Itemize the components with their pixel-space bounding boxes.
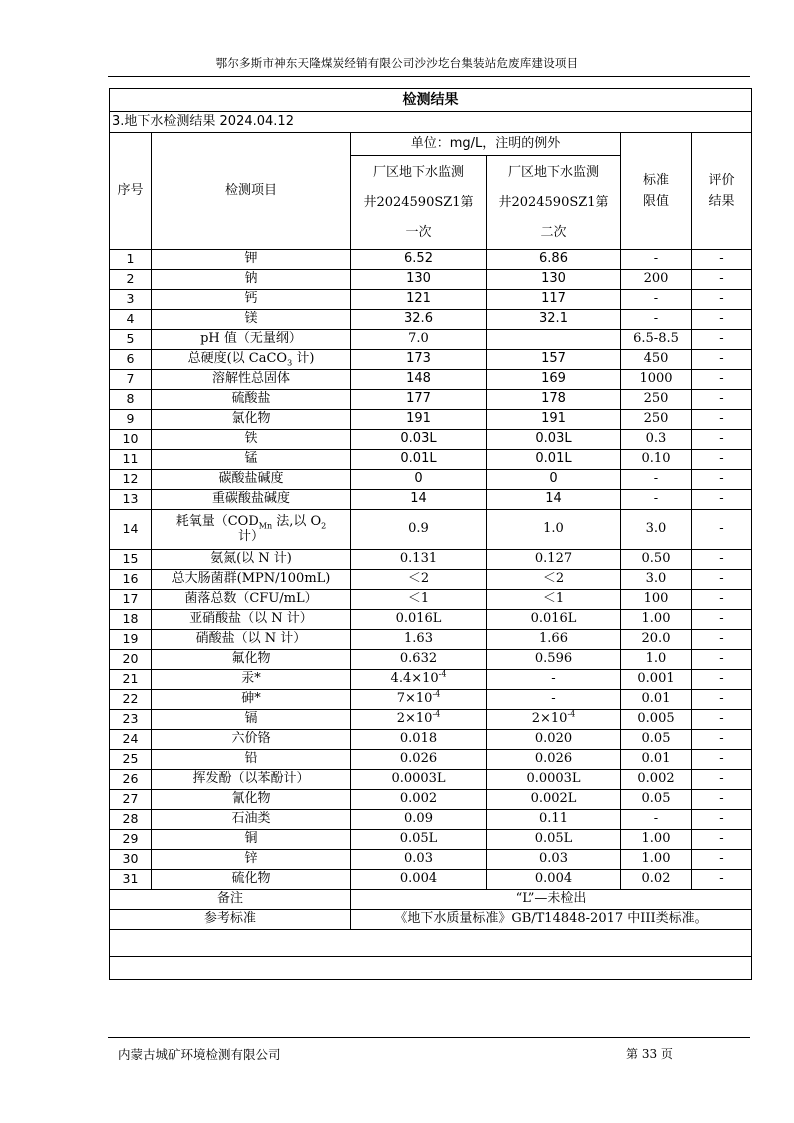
- row-value-sample-1: $7\times 10^{-4}$: [351, 690, 487, 710]
- row-evaluation: -: [692, 770, 752, 790]
- table-row: [110, 410, 752, 430]
- row-value-sample-1: 0.002: [351, 790, 487, 810]
- row-evaluation: -: [692, 650, 752, 670]
- table-row: [110, 810, 752, 830]
- row-item: 硫化物: [152, 870, 351, 890]
- row-standard-limit: 0.005: [621, 710, 692, 730]
- row-value-sample-2: 0.01L: [487, 450, 621, 470]
- row-value-sample-2: 0.03L: [487, 430, 621, 450]
- row-evaluation: -: [692, 410, 752, 430]
- row-evaluation: -: [692, 270, 752, 290]
- row-value-sample-1: 173: [351, 350, 487, 370]
- empty-cell: [110, 957, 752, 980]
- remark-row: [110, 890, 752, 910]
- empty-row: [110, 957, 752, 980]
- row-value-sample-1: 177: [351, 390, 487, 410]
- row-value-sample-2: 14: [487, 490, 621, 510]
- table-row: [110, 310, 752, 330]
- row-evaluation: -: [692, 870, 752, 890]
- row-index: 10: [110, 430, 152, 450]
- row-standard-limit: 0.3: [621, 430, 692, 450]
- table-row: [110, 850, 752, 870]
- row-evaluation: -: [692, 630, 752, 650]
- row-index: 17: [110, 590, 152, 610]
- row-item: 总大肠菌群(MPN/100mL): [152, 570, 351, 590]
- table-row: [110, 290, 752, 310]
- row-value-sample-2: 0.0003L: [487, 770, 621, 790]
- row-standard-limit: 3.0: [621, 510, 692, 550]
- row-value-sample-1: $4.4\times 10^{-4}$: [351, 670, 487, 690]
- remark-label: 备注: [110, 890, 351, 910]
- row-evaluation: -: [692, 790, 752, 810]
- row-standard-limit: -: [621, 250, 692, 270]
- row-item: 镉: [152, 710, 351, 730]
- table-row: [110, 690, 752, 710]
- col-header-evaluation: 评价 结果: [692, 133, 752, 250]
- row-value-sample-1: 0: [351, 470, 487, 490]
- row-index: 2: [110, 270, 152, 290]
- row-value-sample-1: 0.01L: [351, 450, 487, 470]
- col-header-item: 检测项目: [152, 133, 351, 250]
- row-item: 石油类: [152, 810, 351, 830]
- row-value-sample-2: 0: [487, 470, 621, 490]
- table-row: [110, 510, 752, 550]
- row-standard-limit: 200: [621, 270, 692, 290]
- row-evaluation: -: [692, 690, 752, 710]
- row-standard-limit: 0.001: [621, 670, 692, 690]
- row-index: 31: [110, 870, 152, 890]
- table-row: [110, 790, 752, 810]
- row-item: 亚硝酸盐（以 N 计）: [152, 610, 351, 630]
- table-row: [110, 570, 752, 590]
- row-item: 氨氮(以 N 计): [152, 550, 351, 570]
- row-item: 钙: [152, 290, 351, 310]
- row-value-sample-2: 0.03: [487, 850, 621, 870]
- row-standard-limit: 250: [621, 390, 692, 410]
- row-standard-limit: 0.10: [621, 450, 692, 470]
- row-index: 11: [110, 450, 152, 470]
- row-evaluation: -: [692, 510, 752, 550]
- row-index: 22: [110, 690, 152, 710]
- row-index: 26: [110, 770, 152, 790]
- row-item: 总硬度(以 CaCO$_3$ 计): [152, 350, 351, 370]
- row-value-sample-1: 0.026: [351, 750, 487, 770]
- row-value-sample-2: 191: [487, 410, 621, 430]
- row-index: 6: [110, 350, 152, 370]
- row-value-sample-2: 0.002L: [487, 790, 621, 810]
- row-value-sample-1: 1.63: [351, 630, 487, 650]
- row-value-sample-2: 0.016L: [487, 610, 621, 630]
- row-index: 16: [110, 570, 152, 590]
- row-value-sample-2: 169: [487, 370, 621, 390]
- row-index: 9: [110, 410, 152, 430]
- row-evaluation: -: [692, 730, 752, 750]
- remark-value: “L”—未检出: [351, 890, 752, 910]
- table-row: [110, 390, 752, 410]
- row-value-sample-2: 157: [487, 350, 621, 370]
- table-row: [110, 470, 752, 490]
- row-value-sample-2: $2\times 10^{-4}$: [487, 710, 621, 730]
- row-value-sample-1: ＜1: [351, 590, 487, 610]
- row-index: 25: [110, 750, 152, 770]
- row-evaluation: -: [692, 610, 752, 630]
- row-index: 27: [110, 790, 152, 810]
- row-index: 4: [110, 310, 152, 330]
- row-value-sample-1: 0.632: [351, 650, 487, 670]
- row-value-sample-1: 6.52: [351, 250, 487, 270]
- row-item: 挥发酚（以苯酚计）: [152, 770, 351, 790]
- row-standard-limit: 0.01: [621, 750, 692, 770]
- row-standard-limit: 0.05: [621, 790, 692, 810]
- reference-label: 参考标准: [110, 910, 351, 930]
- row-value-sample-2: 117: [487, 290, 621, 310]
- row-evaluation: -: [692, 670, 752, 690]
- row-value-sample-2: 0.11: [487, 810, 621, 830]
- col-header-sample-1: 厂区地下水监测 井2024590SZ1第 一次: [351, 156, 487, 250]
- row-evaluation: -: [692, 710, 752, 730]
- row-index: 15: [110, 550, 152, 570]
- row-value-sample-1: 0.9: [351, 510, 487, 550]
- row-index: 5: [110, 330, 152, 350]
- row-item: 菌落总数（CFU/mL）: [152, 590, 351, 610]
- row-item: 溶解性总固体: [152, 370, 351, 390]
- row-index: 14: [110, 510, 152, 550]
- row-evaluation: -: [692, 470, 752, 490]
- row-evaluation: -: [692, 350, 752, 370]
- row-item: 锌: [152, 850, 351, 870]
- col-header-sample-2: 厂区地下水监测 井2024590SZ1第 二次: [487, 156, 621, 250]
- row-index: 29: [110, 830, 152, 850]
- row-index: 28: [110, 810, 152, 830]
- row-item: 镁: [152, 310, 351, 330]
- table-row: [110, 770, 752, 790]
- row-evaluation: -: [692, 250, 752, 270]
- header-divider: [108, 76, 750, 77]
- reference-row: [110, 910, 752, 930]
- row-value-sample-2: 1.0: [487, 510, 621, 550]
- row-item: 氯化物: [152, 410, 351, 430]
- row-value-sample-2: 0.05L: [487, 830, 621, 850]
- table-row: [110, 350, 752, 370]
- row-index: 3: [110, 290, 152, 310]
- row-value-sample-1: 121: [351, 290, 487, 310]
- footer-page-number: 第 33 页: [626, 1047, 673, 1061]
- row-value-sample-2: -: [487, 690, 621, 710]
- reference-value: 《地下水质量标准》GB/T14848-2017 中III类标准。: [351, 910, 752, 930]
- row-value-sample-1: 148: [351, 370, 487, 390]
- table-row: [110, 490, 752, 510]
- row-standard-limit: 250: [621, 410, 692, 430]
- table-row: [110, 650, 752, 670]
- table-row: [110, 550, 752, 570]
- row-value-sample-1: 0.03: [351, 850, 487, 870]
- row-evaluation: -: [692, 390, 752, 410]
- row-standard-limit: 0.002: [621, 770, 692, 790]
- table-row: [110, 750, 752, 770]
- row-value-sample-2: 1.66: [487, 630, 621, 650]
- row-value-sample-1: 0.131: [351, 550, 487, 570]
- row-item: 锰: [152, 450, 351, 470]
- row-standard-limit: 1.00: [621, 830, 692, 850]
- row-index: 8: [110, 390, 152, 410]
- row-standard-limit: 100: [621, 590, 692, 610]
- page-header: 鄂尔多斯市神东天隆煤炭经销有限公司沙沙圪台集装站危废库建设项目: [215, 56, 579, 70]
- row-item: 氟化物: [152, 650, 351, 670]
- row-value-sample-1: 0.0003L: [351, 770, 487, 790]
- row-value-sample-1: 0.05L: [351, 830, 487, 850]
- row-index: 24: [110, 730, 152, 750]
- row-standard-limit: -: [621, 490, 692, 510]
- row-standard-limit: 3.0: [621, 570, 692, 590]
- row-value-sample-1: 0.004: [351, 870, 487, 890]
- row-value-sample-2: 130: [487, 270, 621, 290]
- table-title: 检测结果: [110, 89, 752, 112]
- row-value-sample-2: ＜1: [487, 590, 621, 610]
- row-value-sample-2: 0.020: [487, 730, 621, 750]
- row-standard-limit: 0.50: [621, 550, 692, 570]
- row-value-sample-2: ＜2: [487, 570, 621, 590]
- row-standard-limit: -: [621, 810, 692, 830]
- row-standard-limit: -: [621, 470, 692, 490]
- table-row: [110, 610, 752, 630]
- table-row: [110, 430, 752, 450]
- row-evaluation: -: [692, 550, 752, 570]
- row-standard-limit: 0.01: [621, 690, 692, 710]
- table-row: [110, 270, 752, 290]
- row-evaluation: -: [692, 590, 752, 610]
- row-value-sample-1: 32.6: [351, 310, 487, 330]
- row-value-sample-2: 6.86: [487, 250, 621, 270]
- row-index: 12: [110, 470, 152, 490]
- row-value-sample-2: [487, 330, 621, 350]
- row-item: 重碳酸盐碱度: [152, 490, 351, 510]
- footer-divider: [108, 1037, 750, 1038]
- row-index: 13: [110, 490, 152, 510]
- empty-row: [110, 930, 752, 957]
- empty-cell: [110, 930, 752, 957]
- table-subtitle: 3.地下水检测结果 2024.04.12: [110, 112, 752, 133]
- results-table: [109, 88, 752, 980]
- row-index: 19: [110, 630, 152, 650]
- row-evaluation: -: [692, 810, 752, 830]
- row-value-sample-2: 0.127: [487, 550, 621, 570]
- row-value-sample-1: $2\times 10^{-4}$: [351, 710, 487, 730]
- row-value-sample-2: -: [487, 670, 621, 690]
- row-item: 耗氧量（$COD_{Mn}$ 法,以 $O_2$ 计）: [152, 510, 351, 550]
- row-evaluation: -: [692, 370, 752, 390]
- row-evaluation: -: [692, 830, 752, 850]
- footer-company: 内蒙古城矿环境检测有限公司: [118, 1047, 281, 1062]
- row-item: 铜: [152, 830, 351, 850]
- row-index: 7: [110, 370, 152, 390]
- row-value-sample-2: 0.026: [487, 750, 621, 770]
- col-header-index: 序号: [110, 133, 152, 250]
- row-value-sample-1: 14: [351, 490, 487, 510]
- row-value-sample-1: ＜2: [351, 570, 487, 590]
- row-item: 碳酸盐碱度: [152, 470, 351, 490]
- row-value-sample-1: 130: [351, 270, 487, 290]
- row-standard-limit: 1000: [621, 370, 692, 390]
- col-header-standard: 标准 限值: [621, 133, 692, 250]
- row-item: 硝酸盐（以 N 计）: [152, 630, 351, 650]
- table-row: [110, 250, 752, 270]
- row-value-sample-2: 0.004: [487, 870, 621, 890]
- row-item: 铅: [152, 750, 351, 770]
- row-evaluation: -: [692, 570, 752, 590]
- row-value-sample-1: 191: [351, 410, 487, 430]
- row-value-sample-1: 7.0: [351, 330, 487, 350]
- row-evaluation: -: [692, 750, 752, 770]
- row-index: 20: [110, 650, 152, 670]
- row-evaluation: -: [692, 450, 752, 470]
- row-evaluation: -: [692, 430, 752, 450]
- row-standard-limit: 6.5-8.5: [621, 330, 692, 350]
- row-evaluation: -: [692, 330, 752, 350]
- table-row: [110, 630, 752, 650]
- row-standard-limit: 20.0: [621, 630, 692, 650]
- row-evaluation: -: [692, 490, 752, 510]
- row-evaluation: -: [692, 310, 752, 330]
- row-value-sample-2: 32.1: [487, 310, 621, 330]
- table-row: [110, 590, 752, 610]
- row-standard-limit: -: [621, 310, 692, 330]
- row-standard-limit: -: [621, 290, 692, 310]
- table-row: [110, 730, 752, 750]
- row-standard-limit: 450: [621, 350, 692, 370]
- row-standard-limit: 1.00: [621, 850, 692, 870]
- row-value-sample-1: 0.018: [351, 730, 487, 750]
- table-row: [110, 370, 752, 390]
- row-item: 铁: [152, 430, 351, 450]
- row-index: 1: [110, 250, 152, 270]
- row-value-sample-1: 0.09: [351, 810, 487, 830]
- row-standard-limit: 1.00: [621, 610, 692, 630]
- row-item: 硫酸盐: [152, 390, 351, 410]
- row-evaluation: -: [692, 290, 752, 310]
- row-index: 23: [110, 710, 152, 730]
- row-standard-limit: 1.0: [621, 650, 692, 670]
- table-row: [110, 710, 752, 730]
- row-value-sample-1: 0.016L: [351, 610, 487, 630]
- row-item: 钾: [152, 250, 351, 270]
- row-index: 30: [110, 850, 152, 870]
- unit-note: 单位：mg/L，注明的例外: [351, 133, 621, 156]
- table-row: [110, 330, 752, 350]
- row-standard-limit: 0.02: [621, 870, 692, 890]
- row-index: 21: [110, 670, 152, 690]
- row-item: pH 值（无量纲）: [152, 330, 351, 350]
- row-item: 钠: [152, 270, 351, 290]
- row-value-sample-2: 178: [487, 390, 621, 410]
- row-item: 氰化物: [152, 790, 351, 810]
- table-row: [110, 830, 752, 850]
- row-evaluation: -: [692, 850, 752, 870]
- table-row: [110, 450, 752, 470]
- row-standard-limit: 0.05: [621, 730, 692, 750]
- row-value-sample-1: 0.03L: [351, 430, 487, 450]
- row-item: 汞*: [152, 670, 351, 690]
- row-item: 砷*: [152, 690, 351, 710]
- row-value-sample-2: 0.596: [487, 650, 621, 670]
- table-row: [110, 870, 752, 890]
- table-row: [110, 670, 752, 690]
- row-index: 18: [110, 610, 152, 630]
- row-item: 六价铬: [152, 730, 351, 750]
